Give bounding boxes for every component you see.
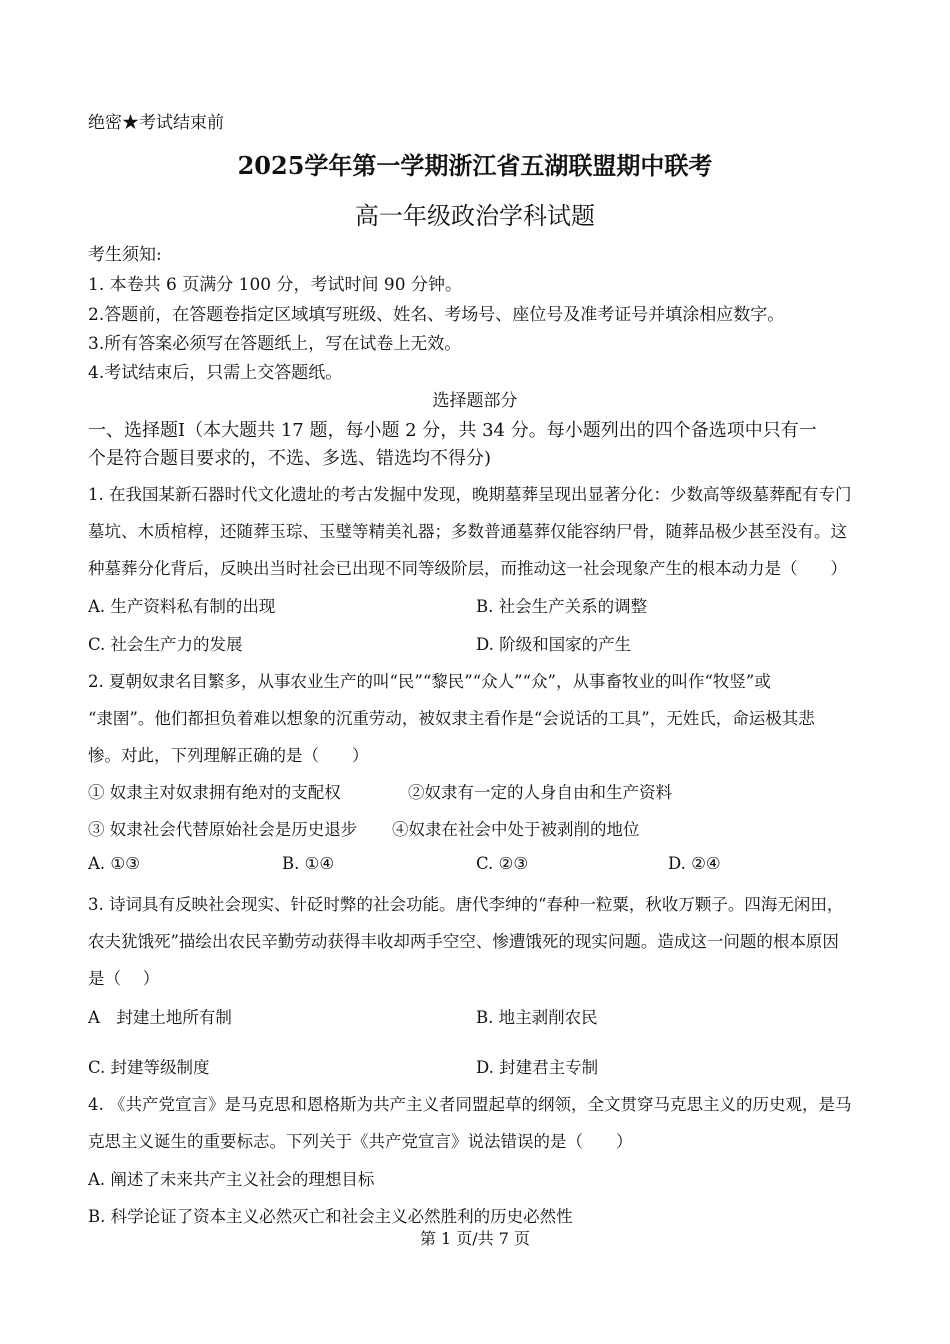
notice-item: 4.考试结束后，只需上交答题纸。 <box>88 363 343 383</box>
q4-option-a[interactable]: A. 阐述了未来共产主义社会的理想目标 <box>88 1170 375 1189</box>
part-heading: 一、选择题Ⅰ（本大题共 17 题，每小题 2 分，共 34 分。每小题列出的四个备选项中只有一 <box>88 420 817 441</box>
question-1-text: 墓坑、木质棺椁，还随葬玉琮、玉璧等精美礼器；多数普通墓葬仅能容纳尸骨，随葬品极少甚至没有。这 <box>88 522 847 541</box>
q1-option-a[interactable]: A. 生产资料私有制的出现 <box>88 597 276 616</box>
q2-statement-1: ① 奴隶主对奴隶拥有绝对的支配权 <box>88 783 341 802</box>
notice-heading: 考生须知: <box>88 245 162 265</box>
q3-option-d[interactable]: D. 封建君主专制 <box>476 1058 599 1077</box>
question-1-text: 种墓葬分化背后，反映出当时社会已出现不同等级阶层，而推动这一社会现象产生的根本动力是（ ） <box>88 559 847 578</box>
q1-option-d[interactable]: D. 阶级和国家的产生 <box>476 635 632 654</box>
question-3-text: 是（ ） <box>88 969 160 988</box>
q2-statement-2: ②奴隶有一定的人身自由和生产资料 <box>408 783 672 802</box>
q2-option-a[interactable]: A. ①③ <box>88 854 140 873</box>
q1-option-c[interactable]: C. 社会生产力的发展 <box>88 635 243 654</box>
question-2-text: “隶圉”。他们都担负着难以想象的沉重劳动，被奴隶主看作是“会说话的工具”，无姓氏，命运极其悲 <box>88 709 815 728</box>
page-footer: 第 1 页/共 7 页 <box>419 1229 531 1248</box>
q3-option-b[interactable]: B. 地主剥削农民 <box>476 1008 598 1027</box>
notice-item: 3.所有答案必须写在答题纸上，写在试卷上无效。 <box>88 334 462 354</box>
question-3-text: 3. 诗词具有反映社会现实、针砭时弊的社会功能。唐代李绅的“春种一粒粟，秋收万颗子。四海无闲田， <box>88 895 844 914</box>
part-heading: 个是符合题目要求的，不选、多选、错选均不得分) <box>88 448 492 469</box>
exam-subtitle: 高一年级政治学科试题 <box>355 202 595 230</box>
question-3-text: 农夫犹饿死”描绘出农民辛勤劳动获得丰收却两手空空、惨遭饿死的现实问题。造成这一问题的根本原因 <box>88 932 839 951</box>
q2-option-c[interactable]: C. ②③ <box>476 854 529 873</box>
q3-option-a[interactable]: A 封建土地所有制 <box>88 1008 232 1027</box>
q2-statement-3: ③ 奴隶社会代替原始社会是历史退步 <box>88 820 358 839</box>
q3-option-c[interactable]: C. 封建等级制度 <box>88 1058 210 1077</box>
q2-option-d[interactable]: D. ②④ <box>668 854 721 873</box>
notice-item: 2.答题前，在答题卷指定区域填写班级、姓名、考场号、座位号及准考证号并填涂相应数字。 <box>88 305 785 325</box>
q1-option-b[interactable]: B. 社会生产关系的调整 <box>476 597 648 616</box>
question-4-text: 4. 《共产党宣言》是马克思和恩格斯为共产主义者同盟起草的纲领，全文贯穿马克思主义的历史观，是马 <box>88 1095 852 1114</box>
question-1-text: 1. 在我国某新石器时代文化遗址的考古发掘中发现，晚期墓葬呈现出显著分化：少数高等级墓葬配有专门 <box>88 485 852 504</box>
notice-item: 1. 本卷共 6 页满分 100 分，考试时间 90 分钟。 <box>88 275 462 295</box>
confidential-mark: 绝密★考试结束前 <box>88 113 224 133</box>
q2-option-b[interactable]: B. ①④ <box>282 854 335 873</box>
question-2-text: 2. 夏朝奴隶名目繁多，从事农业生产的叫“民”“黎民”“众人”“众”，从事畜牧业的叫作“牧竖”或 <box>88 672 771 691</box>
question-2-text: 惨。对此，下列理解正确的是（ ） <box>88 746 369 765</box>
question-4-text: 克思主义诞生的重要标志。下列关于《共产党宣言》说法错误的是（ ） <box>88 1132 633 1151</box>
section-title: 选择题部分 <box>432 391 518 411</box>
q2-statement-4: ④奴隶在社会中处于被剥削的地位 <box>392 820 640 839</box>
q4-option-b[interactable]: B. 科学论证了资本主义必然灭亡和社会主义必然胜利的历史必然性 <box>88 1207 573 1226</box>
exam-title: 2025学年第一学期浙江省五湖联盟期中联考 <box>237 151 713 180</box>
